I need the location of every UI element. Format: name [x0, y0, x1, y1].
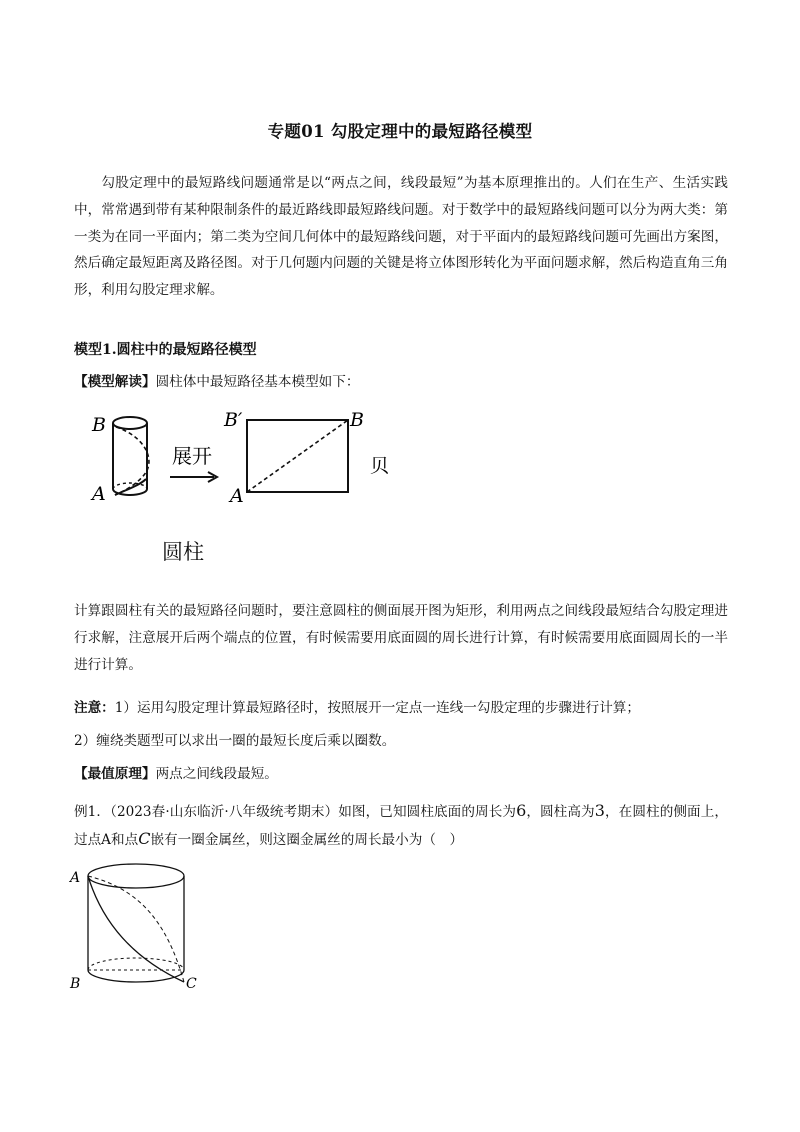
example1-problem: 例1．（2023春·山东临沂·八年级统考期末）如图，已知圆柱底面的周长为6，圆柱高为3，在圆柱的侧面上，过点A和点C嵌有一圈金属丝，则这圈金属丝的周长最小为（ ）	[74, 801, 728, 848]
cylinder-unfold-figure	[84, 405, 394, 555]
intro-paragraph: 勾股定理中的最短路线问题通常是以“两点之间，线段最短”为基本原理推出的。人们在生产、生活实践中，常常遇到带有某种限制条件的最近路线即最短路线问题。对于数学中的最短路线问题可以分为两大类：第一类为在同一平面内；第二类为空间几何体中的最短路线问题，对于平面内的最短路线问题可先画出方案图，然后确定最短距离及路径图。对于几何题内问题的关键是将立体图形转化为平面问题求解，然后构造直角三角形，利用勾股定理求解。	[74, 175, 728, 299]
cylinder-label-A: A	[92, 483, 106, 505]
example1-cylinder-figure	[66, 858, 206, 1000]
cut-off-character: 贝	[370, 455, 390, 477]
page-title: 专题01 勾股定理中的最短路径模型	[267, 122, 533, 141]
cylinder2-label-A: A	[70, 870, 81, 886]
wire-front-path	[88, 876, 184, 982]
point-c-label: C	[138, 828, 151, 848]
principle-line: 【最值原理】两点之间线段最短。	[74, 766, 278, 782]
wire-back-path	[88, 876, 184, 982]
calculation-paragraph: 计算跟圆柱有关的最短路径问题时，要注意圆柱的侧面展开图为矩形，利用两点之间线段最短结合勾股定理进行求解，注意展开后两个端点的位置，有时候需要用底面圆的周长进行计算，有时候需要用底面圆周长的一半进行计算。	[74, 603, 728, 673]
height-value: 3	[594, 801, 605, 820]
rect-label-B: B	[350, 409, 364, 431]
model-intro-line	[74, 370, 359, 390]
cylinder2-bottom-back	[88, 958, 184, 970]
cylinder2-label-C: C	[186, 976, 197, 992]
note-label: 注意：	[74, 700, 115, 716]
rect-label-A: A	[230, 485, 244, 507]
unfold-arrow-label: 展开	[172, 444, 212, 468]
model-heading: 模型1.圆柱中的最短路径模型	[74, 342, 257, 358]
principle-label: 【最值原理】	[74, 766, 156, 782]
rect-label-B-prime: B′	[224, 409, 243, 431]
note-line-2: 2）缠绕类题型可以求出一圈的最短长度后乘以圈数。	[74, 733, 396, 749]
figure1-caption: 圆柱	[162, 540, 204, 564]
cylinder-label-B: B	[92, 414, 106, 436]
unfolded-diagonal	[247, 420, 348, 492]
cylinder2-label-B: B	[70, 976, 81, 992]
cylinder2-top-ellipse	[88, 864, 184, 888]
cylinder2-bottom-front	[88, 970, 184, 982]
model-intro-label: 【模型解读】	[74, 374, 156, 390]
model-intro-text: 圆柱体中最短路径基本模型如下：	[155, 374, 360, 390]
perimeter-value: 6	[516, 801, 527, 820]
note-line-1: 注意：1）运用勾股定理计算最短路径时，按照展开一定点一连线一勾股定理的步骤进行计算；	[74, 700, 640, 716]
